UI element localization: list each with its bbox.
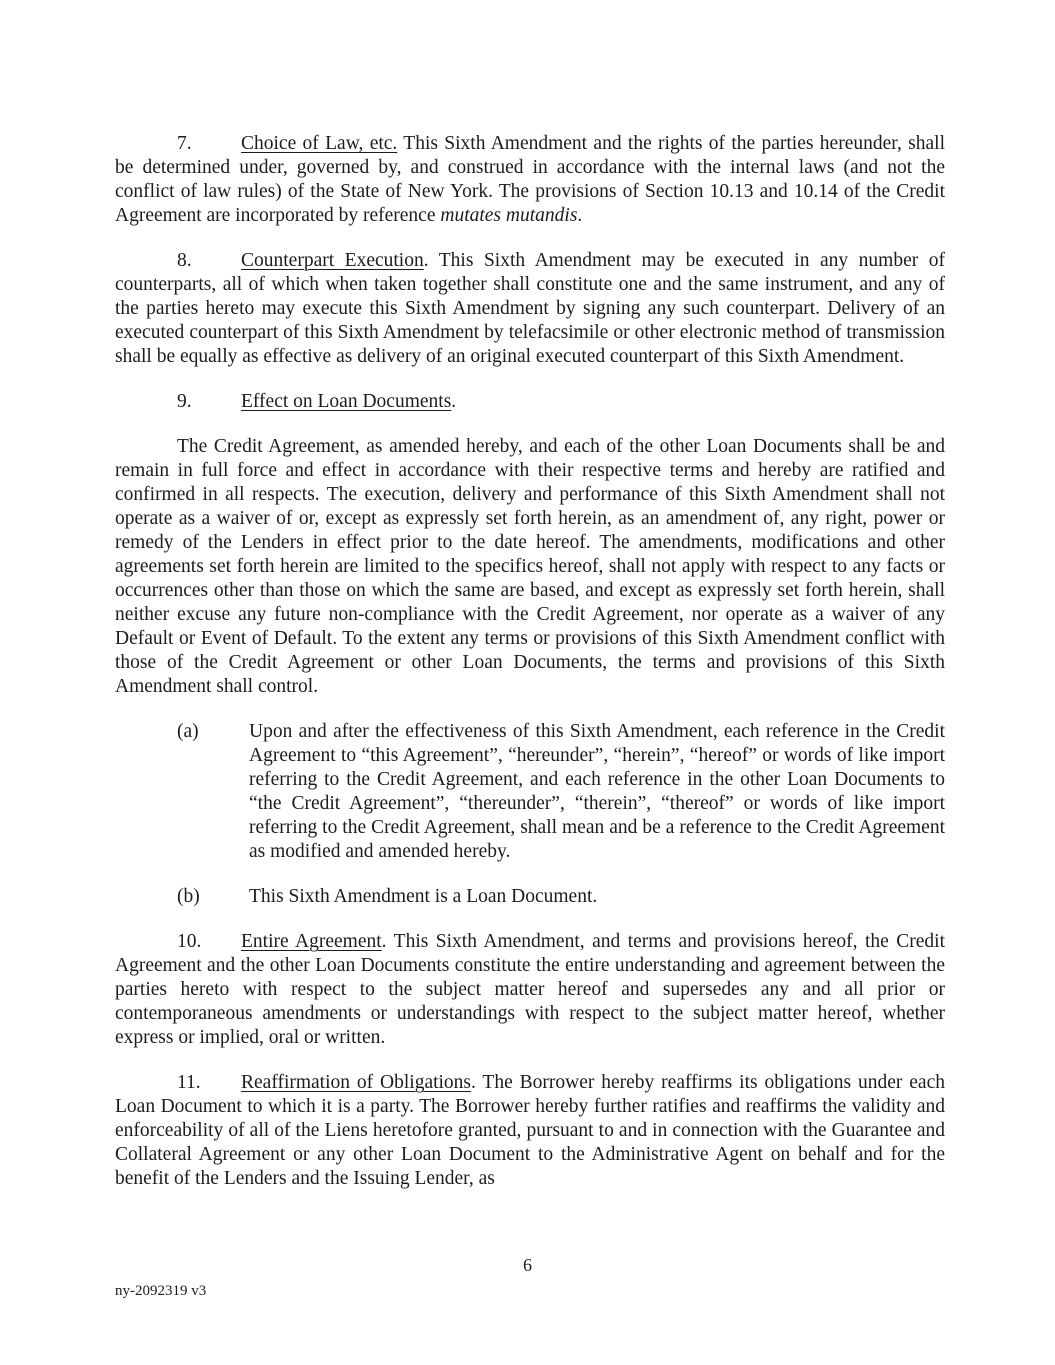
- paragraph-10-text: . This Sixth Amendment, and terms and provisions hereof, the Credit Agreement and the other Loan Documents constitute the entire understanding and agreement between the parties hereto with respect to the subject matter hereof and supersedes any and all prior or contemporaneous amendments or understandings with respect to the subject matter hereof, whether express or implied, oral or written.: [115, 931, 945, 1048]
- page-number: 6: [523, 1255, 532, 1275]
- paragraph-10-heading: Entire Agreement: [241, 931, 382, 952]
- paragraph-7-text: This Sixth Amendment and the rights of the parties hereunder, shall be determined under, governed by, and construed in accordance with the internal laws (and not the conflict of law rules) of the State of New York. The provisions of Section 10.13 and 10.14 of the Credit Agreement are incorporated by reference: [115, 133, 945, 226]
- paragraph-9-body: [115, 435, 945, 699]
- paragraph-9-period: .: [451, 391, 457, 412]
- paragraph-7-heading: Choice of Law, etc.: [241, 133, 398, 154]
- paragraph-7-number: 7.: [177, 133, 192, 154]
- paragraph-8-number: 8.: [177, 250, 192, 271]
- latin-phrase-italic: mutates mutandis: [440, 205, 578, 226]
- document-body: [115, 132, 945, 1212]
- subparagraph-b-text: This Sixth Amendment is a Loan Document.: [249, 886, 598, 907]
- paragraph-9-body-text: The Credit Agreement, as amended hereby, and each of the other Loan Documents shall be and remain in full force and effect in accordance with their respective terms and hereby are ratified and confirmed in all respects. The execution, delivery and performance of this Sixth Amendment shall not operate as a waiver of or, except as expressly set forth herein, as an amendment of, any right, power or remedy of the Lenders in effect prior to the date hereof. The amendments, modifications and other agreements set forth herein are limited to the specifics hereof, shall not apply with respect to any facts or occurrences other than those on which the same are based, and except as expressly set forth herein, shall neither excuse any future non-compliance with the Credit Agreement, nor operate as a waiver of any Default or Event of Default. To the extent any terms or provisions of this Sixth Amendment conflict with those of the Credit Agreement or other Loan Documents, the terms and provisions of this Sixth Amendment shall control.: [115, 436, 945, 697]
- subparagraph-a-text: Upon and after the effectiveness of this Sixth Amendment, each reference in the Credit Agreement to “this Agreement”, “hereunder”, “herein”, “hereof” or words of like import referring to the Credit Agreement, and each reference in the other Loan Documents to “the Credit Agreement”, “thereunder”, “therein”, “thereof” or words of like import referring to the Credit Agreement, shall mean and be a reference to the Credit Agreement as modified and amended hereby.: [249, 721, 945, 862]
- paragraph-8-heading: Counterpart Execution: [241, 250, 424, 271]
- paragraph-9: [115, 390, 945, 414]
- paragraph-11-heading: Reaffirmation of Obligations: [241, 1072, 472, 1093]
- subparagraph-b-label: (b): [177, 886, 200, 907]
- document-id-stamp: ny-2092319 v3: [115, 1283, 207, 1299]
- paragraph-11: [115, 1071, 945, 1191]
- subparagraph-a-label: (a): [177, 721, 199, 742]
- paragraph-8: [115, 249, 945, 369]
- paragraph-10: [115, 930, 945, 1050]
- subparagraph-a: [177, 720, 945, 864]
- paragraph-11-number: 11.: [177, 1072, 201, 1093]
- paragraph-9-heading: Effect on Loan Documents: [241, 391, 452, 412]
- subparagraph-b: [177, 885, 945, 909]
- paragraph-8-text: . This Sixth Amendment may be executed in any number of counterparts, all of which when taken together shall constitute one and the same instrument, and any of the parties hereto may execute this Sixth Amendment by signing any such counterpart. Delivery of an executed counterpart of this Sixth Amendment by telefacsimile or other electronic method of transmission shall be equally as effective as delivery of an original executed counterpart of this Sixth Amendment.: [115, 250, 945, 367]
- paragraph-7: [115, 132, 945, 228]
- paragraph-7-text-end: .: [577, 205, 583, 226]
- paragraph-11-text: . The Borrower hereby reaffirms its obligations under each Loan Document to which it is a party. The Borrower hereby further ratifies and reaffirms the validity and enforceability of all of the Liens heretofore granted, pursuant to and in connection with the Guarantee and Collateral Agreement or any other Loan Document to the Administrative Agent on behalf and for the benefit of the Lenders and the Issuing Lender, as: [115, 1072, 945, 1189]
- paragraph-9-number: 9.: [177, 391, 192, 412]
- paragraph-10-number: 10.: [177, 931, 202, 952]
